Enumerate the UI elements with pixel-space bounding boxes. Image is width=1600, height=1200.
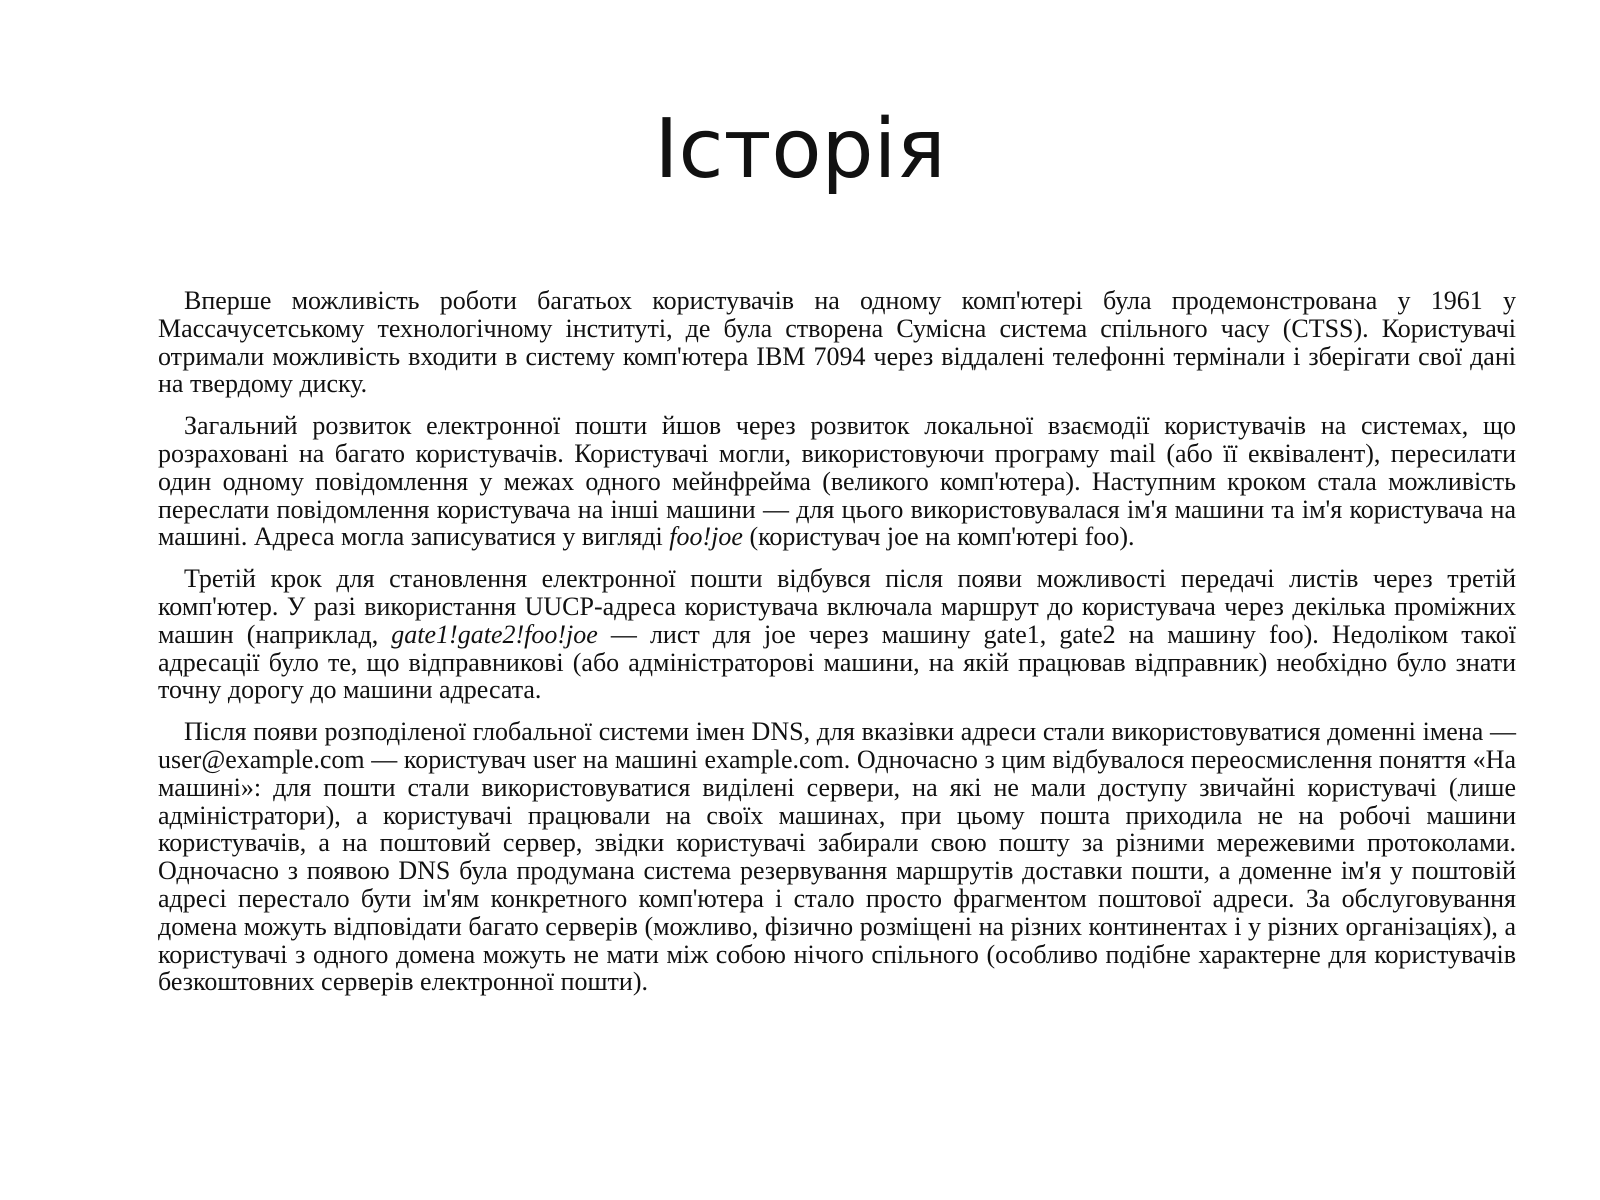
paragraph-text: (користувач joe на комп'ютері foo). xyxy=(742,522,1135,552)
paragraph-local-mail xyxy=(158,412,1516,551)
paragraph-text: Вперше можливість роботи багатьох користувачів на одному комп'ютері була продемонстрована у 1961 у Массачусетському технологічному інституті, де була створена Сумісна система спільного часу (CTSS). Користувачі отримали можливість входити в систему комп'ютера IBM 7094 через віддалені телефонні термінали і зберігати свої дані на твердому диску. xyxy=(158,286,1516,399)
paragraph-text: — лист для joe через машину gate1, gate2 на машину foo). Недоліком такої адресації було те, що відправникові (або адміністраторові машини, на якій працював відправник) необхідно було знати точну дорогу до машини адресата. xyxy=(158,619,1517,705)
example-address: foo!joe xyxy=(669,522,743,552)
paragraph-ctss xyxy=(158,287,1516,398)
example-route: gate1!gate2!foo!joe xyxy=(391,619,598,649)
paragraph-dns xyxy=(158,718,1516,996)
paragraph-text: Після появи розподіленої глобальної системи імен DNS, для вказівки адреси стали використовуватися доменні імена — user@example.com — користувач user на машині example.com. Одночасно з цим відбувалося переосмислення поняття «На машині»: для пошти стали використовуватися виділені сервери, на які не мали доступу звичайні користувачі (лише адміністратори), а користувачі працювали на своїх машинах, при цьому пошта приходила не на робочі машини користувачів, а на поштовий сервер, звідки користувачі забирали свою пошту за різними мережевими протоколами. Одночасно з появою DNS була продумана система резервування маршрутів доставки пошти, а доменне ім'я у поштовій адресі перестало бути ім'ям конкретного комп'ютера і стало просто фрагментом поштової адреси. За обслуговування домена можуть відповідати багато серверів (можливо, фізично розміщені на різних континентах і у різних організаціях), а користувачі з одного домена можуть не мати між собою нічого спільного (особливо подібне характерне для користувачів безкоштовних серверів електронної пошти). xyxy=(158,717,1516,997)
slide-body xyxy=(158,287,1516,1010)
paragraph-uucp xyxy=(158,565,1516,704)
paragraph-text: Третій крок для становлення електронної пошти відбувся після появи можливості передачі листів через третій комп'ютер. У разі використання UUCP-адреса користувача включала маршрут до користувача через декілька проміжних машин (наприклад, xyxy=(158,564,1516,649)
slide-title: Історія xyxy=(654,102,946,197)
paragraph-text: Загальний розвиток електронної пошти йшов через розвиток локальної взаємодії користувачів на системах, що розраховані на багато користувачів. Користувачі могли, використовуючи програму mail (або її еквівалент), пересилати один одному повідомлення у межах одного мейнфрейма (великого комп'ютера). Наступним кроком стала можливість переслати повідомлення користувача на інші машини — для цього використовувалася ім'я машини та ім'я користувача на машині. Адреса могла записуватися у вигляді xyxy=(158,411,1516,552)
